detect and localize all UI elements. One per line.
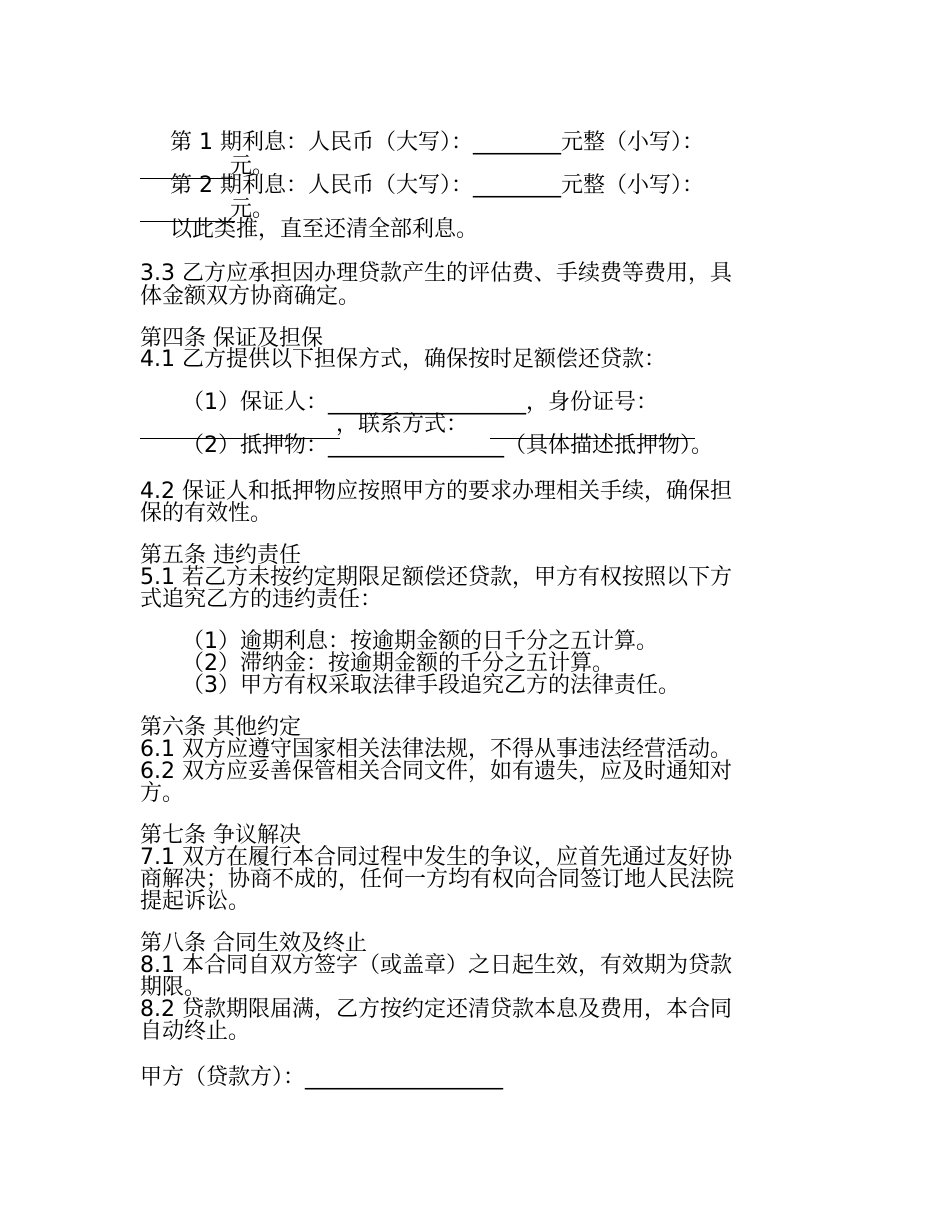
clause-8-2-line1: 8.2 贷款期限届满，乙方按约定还清贷款本息及费用，本合同: [140, 997, 732, 1022]
party-a-signature-line: 甲方（贷款方）：__________________: [140, 1065, 504, 1090]
clause-7-1-line2: 商解决；协商不成的，任何一方均有权向合同签订地人民法院: [140, 867, 735, 892]
clause-8-1-line1: 8.1 本合同自双方签字（或盖章）之日起生效，有效期为贷款: [140, 953, 732, 978]
installment-etc: 以此类推，直至还清全部利息。: [170, 217, 479, 242]
article-6-heading: 第六条 其他约定: [140, 715, 301, 740]
clause-5-1-line2: 式追究乙方的违约责任：: [140, 587, 383, 612]
article-4-heading: 第四条 保证及担保: [140, 326, 323, 351]
clause-7-1-line3: 提起诉讼。: [140, 889, 251, 914]
guarantor-line2: ，联系方式：: [336, 412, 469, 437]
clause-6-1: 6.1 双方应遵守国家相关法律法规，不得从事违法经营活动。: [140, 737, 732, 762]
article-8-heading: 第八条 合同生效及终止: [140, 931, 367, 956]
clause-4-2-line2: 保的有效性。: [140, 501, 273, 526]
clause-3-3-line1: 3.3 乙方应承担因办理贷款产生的评估费、手续费等费用，具: [140, 261, 732, 286]
clause-7-1-line1: 7.1 双方在履行本合同过程中发生的争议，应首先通过友好协: [140, 845, 732, 870]
penalty-item-2: （2）滞纳金：按逾期金额的千分之五计算。: [182, 651, 614, 676]
installment-2-line2: 元。: [230, 197, 275, 222]
installment-1-line2: 元。: [230, 154, 275, 179]
article-5-heading: 第五条 违约责任: [140, 543, 301, 568]
clause-6-2-line1: 6.2 双方应妥善保管相关合同文件，如有遗失，应及时通知对: [140, 759, 732, 784]
clause-4-1: 4.1 乙方提供以下担保方式，确保按时足额偿还贷款：: [140, 347, 666, 372]
clause-5-1-line1: 5.1 若乙方未按约定期限足额偿还贷款，甲方有权按照以下方: [140, 565, 732, 590]
clause-8-1-line2: 期限。: [140, 975, 207, 1000]
installment-2-line1: 第 2 期利息：人民币（大写）：________元整（小写）：: [170, 173, 704, 198]
guarantor-line1: （1）保证人：__________________，身份证号：: [182, 390, 658, 415]
pledge-line: （2）抵押物：________________（具体描述抵押物）。: [182, 433, 713, 458]
article-7-heading: 第七条 争议解决: [140, 823, 301, 848]
clause-4-2-line1: 4.2 保证人和抵押物应按照甲方的要求办理相关手续，确保担: [140, 479, 732, 504]
clause-6-2-line2: 方。: [140, 781, 185, 806]
clause-3-3-line2: 体金额双方协商确定。: [140, 284, 361, 309]
clause-8-2-line2: 自动终止。: [140, 1019, 251, 1044]
installment-1-line1: 第 1 期利息：人民币（大写）：________元整（小写）：: [170, 130, 704, 155]
penalty-item-1: （1）逾期利息：按逾期金额的日千分之五计算。: [182, 629, 658, 654]
penalty-item-3: （3）甲方有权采取法律手段追究乙方的法律责任。: [182, 673, 680, 698]
